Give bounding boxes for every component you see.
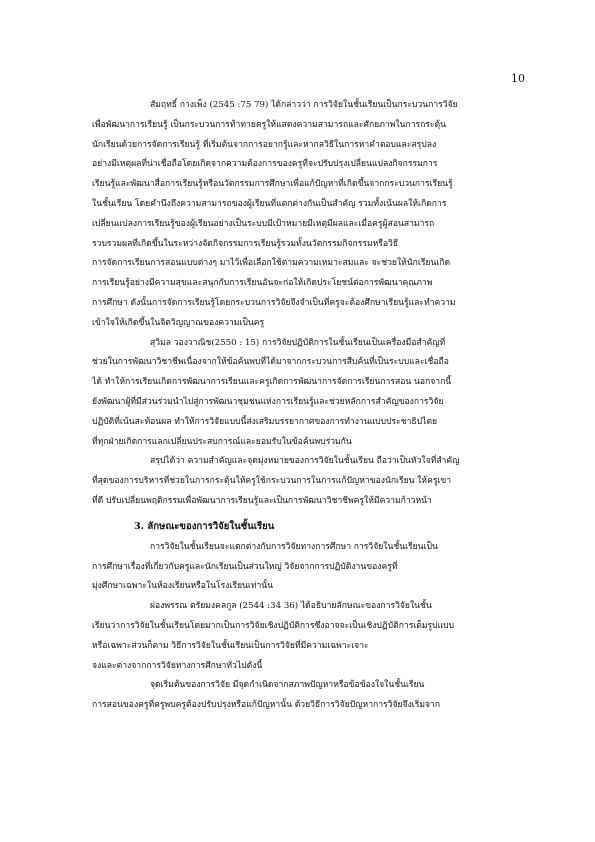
paragraph [92,676,514,716]
paragraph [92,452,514,511]
text-line: ที่ทุกฝ่ายเกิดการแลกเปลี่ยนประสบการณ์และยอมรับในข้อค้นพบร่วมกัน [92,436,352,447]
text-line: การวิจัยในชั้นเรียนจะแตกต่างกับการวิจัยทางการศึกษา การวิจัยในชั้นเรียนเป็น [150,541,438,552]
text-line: ช่วยในการพัฒนาวิชาชีพเนื่องจากให้ข้อค้นพบที่ได้มาจากกระบวนการสืบค้นที่เป็นระบบและเชื่อถือ [92,357,449,368]
text-line: ที่ดี ปรับเปลี่ยนพฤติกรรมเพื่อพัฒนาการเรียนรู้และเป็นการพัฒนาวิชาชีพครูให้มีความก้าวหน้า [92,495,432,506]
paragraph [92,597,514,676]
text-line: จุดเริ่มต้นของการวิจัย มีจุดกำเนิดจากสภาพปัญหาหรือข้อข้องใจในชั้นเรียน [150,680,425,691]
text-line: รวบรวมผลที่เกิดขึ้นในระหว่างจัดกิจกรรมการเรียนรู้รวมทั้งนวัตกรรมกิจกรรมหรือวิธี [92,238,399,249]
text-line: สรุปได้ว่า ความสำคัญและจุดมุ่งหมายของการวิจัยในชั้นเรียน ถือว่าเป็นหัวใจที่สำคัญ [150,456,460,467]
text-line: หรือเฉพาะส่วนก็ตาม วิธีการวิจัยในชั้นเรียนเป็นการวิจัยที่มีความเฉพาะเจาะ [92,640,369,651]
text-line: สัมฤทธิ์ กางเพ็ง (2545 :75 79) ได้กล่าวว่า การวิจัยในชั้นเรียนเป็นกระบวนการวิจัย [150,100,458,110]
text-line: ยังพัฒนาผู้ที่มีส่วนร่วมนำไปสู่การพัฒนาชุมชนแห่งการเรียนรู้และช่วยหลักการสำคัญของการวิจัย [92,396,444,407]
text-line: การศึกษาเรื่องที่เกี่ยวกับครูและนักเรียนเป็นส่วนใหญ่ วิจัยจากการปฏิบัติงานของครูที่ [92,561,398,572]
text-line: ที่สุดของการบริหารที่ช่วยในการกระตุ้นให้ครูใช้กระบวนการในการแก้ปัญหาของนักเรียน ให้ครูเขา [92,476,452,487]
text-line: สุวิมล วองวาณิช(2550 : 15) การวิจัยปฏิบัติการในชั้นเรียนเป็นเครื่องมือสำคัญที่ [150,337,446,348]
text-line: เรียนว่าการวิจัยในชั้นเรียนโดยมากเป็นการวิจัยเชิงปฏิบัติการซึ่งอาจจะเป็นเชิงปฏิบัติการเต็มรูปแบบ [92,620,455,631]
paragraph [92,538,514,597]
text-line: มุ่งศึกษาเฉพาะในห้องเรียนหรือในโรงเรียนเท่านั้น [92,581,274,592]
page-number: 10 [511,72,525,85]
text-line: จงและต่างจากการวิจัยทางการศึกษาทั่วไปดังนี้ [92,660,263,671]
text-line: เปลี่ยนแปลงการเรียนรู้ของผู้เรียนอย่างเป็นระบบมีเป้าหมายมีเหตุมีผลและเมื่อครูผู้สอนสามารถ [92,218,435,229]
text-line: ในชั้นเรียน โดยคำนึงถึงความสามารถของผู้เรียนที่แตกต่างกันเป็นสำคัญ รวมทั้งเน้นผลให้เกิดการ [92,198,447,209]
text-line: การเรียนรู้อย่างมีความสุขและสนุกกับการเรียนอันจะก่อให้เกิดประโยชน์ต่อการพัฒนาคุณภาพ [92,278,433,289]
text-line: การสอนของครูที่ครูพบครูต้องปรับปรุงหรือแก้ปัญหานั้น ด้วยวิธีการวิจัยปัญหาการวิจัยจึงเริ่มจาก [92,700,441,711]
text-line: เข้าใจให้เกิดขึ้นในจิตวิญญาณของความเป็นครู [92,317,265,328]
text-line: การจัดการเรียนการสอนแบบต่างๆ มาไว้เพื่อเลือกใช้ตามความเหมาะสมและ จะช่วยให้นักเรียนเกิด [92,258,451,269]
text-line: ผ่องพรรณ ตรัยมงคลกูล (2544 :34 36) ได้อธิบายลักษณะของการวิจัยในชั้น [150,601,432,612]
section-heading: 3. ลักษณะของการวิจัยในชั้นเรียน [134,520,275,532]
paragraph [92,96,514,334]
text-line: อย่างมีเหตุผลที่น่าเชื่อถือโดยเกิดจากความต้องการของครูที่จะปรับปรุงเปลี่ยนแปลงกิจกรรมการ [92,159,438,170]
text-line: การศึกษา ดังนั้นการจัดการเรียนรู้โดยกระบวนการวิจัยจึงจำเป็นที่ครูจะต้องศึกษาเรียนรู้และทำความ [92,297,456,308]
text-line: นักเรียนด้วยการจัดการเรียนรู้ ที่เริ่มต้นจากการอยากรู้และหากลวิธีในการหาคำตอบและสรุปลง [92,139,437,150]
text-line: ปฏิบัติที่เน้นสะท้อนผล ทำให้การวิจัยแบบนี้ส่งเสริมบรรยากาศของการทำงานแบบประชาธิปไตย [92,416,438,427]
text-line: เพื่อพัฒนาการเรียนรู้ เป็นกระบวนการท้าทายครูให้แสดงความสามารถและศักยภาพในการกระตุ้น [92,119,446,130]
paragraph [92,334,514,453]
page-body [92,96,514,716]
text-line: ได้ ทำให้การเรียนเกิดการพัฒนาการเรียนและครูเกิดการพัฒนาการจัดการเรียนการสอน นอกจากนี้ [92,377,452,388]
text-line: เรียนรู้และพัฒนาสื่อการเรียนรู้หรือนวัตกรรมการศึกษาเพื่อแก้ปัญหาที่เกิดขึ้นจากกระบวนการเรียนรู้ [92,179,453,190]
